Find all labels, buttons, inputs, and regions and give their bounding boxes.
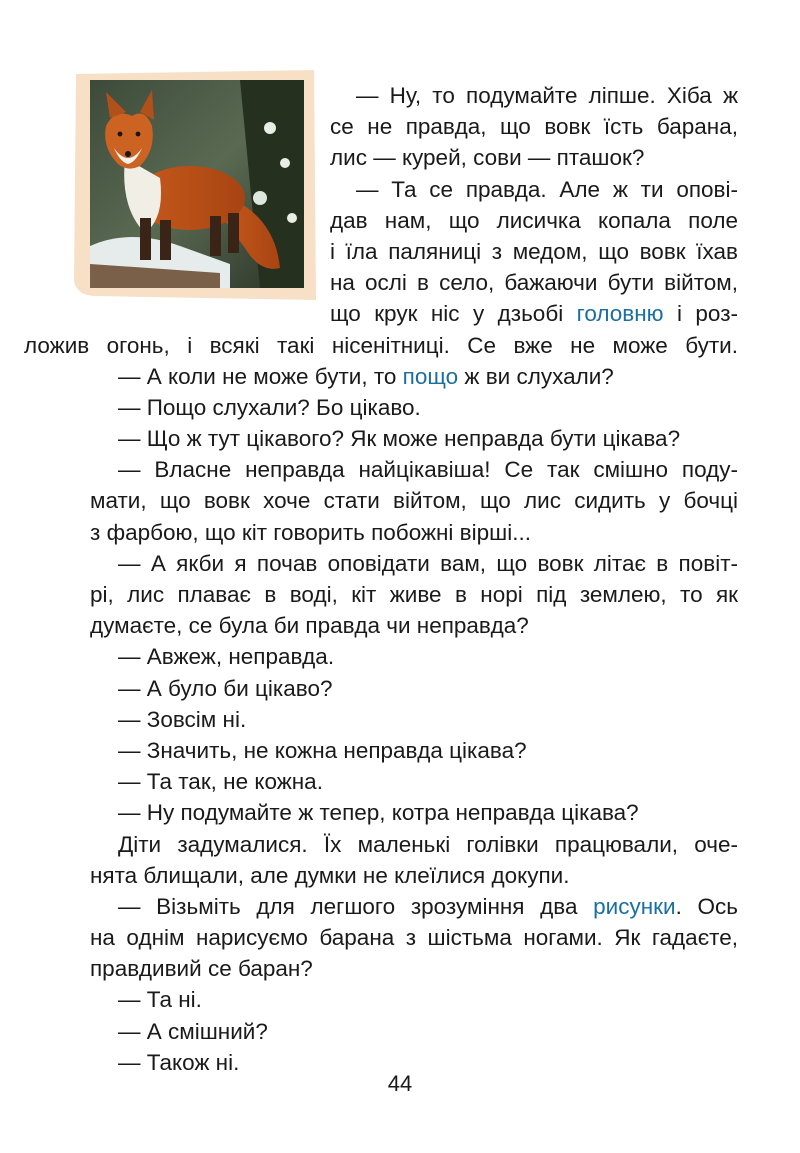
text-line: — Ну, то подумайте ліпше. Хіба ж (356, 83, 738, 108)
text-line: — А коли не може бути, то пощо ж ви слухали? (118, 363, 614, 389)
text-line: — Авжеж, неправда. (118, 644, 335, 670)
story-text (24, 80, 739, 1078)
glossary-link-holovniu[interactable]: головню (576, 301, 664, 327)
text-line: — Та ні. (118, 987, 202, 1013)
text-line: на однім нарисуємо барана з шістьма ногами. Як гадаєте, (90, 925, 738, 951)
text-line: нята блищали, але думки не клеїлися докупи. (90, 862, 570, 888)
text-line: — Власне неправда найцікавіша! Се так смішно поду- (118, 457, 738, 483)
text-line: мати, що вовк хоче стати війтом, що лис сидить у бочці (90, 488, 738, 514)
glossary-link-rysunky[interactable]: рисунки (593, 893, 676, 919)
text-line: ложив огонь, і всякі такі нісенітниці. Се вже не може бути. (24, 332, 738, 358)
text-line: — А якби я почав оповідати вам, що вовк літає в повіт- (118, 550, 738, 576)
text-line: — Ну подумайте ж тепер, котра неправда цікава? (118, 800, 639, 826)
text-line: — Візьміть для легшого зрозуміння два рисунки. Ось (118, 893, 738, 919)
text-line: Діти задумалися. Їх маленькі голівки працювали, оче- (118, 831, 738, 857)
page-number: 44 (387, 1071, 413, 1096)
glossary-link-poshcho[interactable]: пощо (402, 363, 459, 389)
text-line: на ослі в село, бажаючи бути війтом, (330, 270, 738, 296)
text-line: і їла паляниці з медом, що вовк їхав (330, 238, 738, 264)
text-line: — Зовсім ні. (118, 706, 247, 732)
text-line: — А смішний? (118, 1018, 268, 1044)
text-line: — Пощо слухали? Бо цікаво. (118, 394, 421, 420)
text-line: — Також ні. (118, 1049, 240, 1075)
text-line: рі, лис плаває в воді, кіт живе в норі під землею, то як (90, 582, 738, 607)
text-line: думаєте, се була би правда чи неправда? (90, 613, 529, 639)
text-line: — А було би цікаво? (118, 675, 333, 701)
text-line: — Значить, не кожна неправда цікава? (118, 737, 527, 763)
text-line: — Та се правда. Але ж ти опові- (356, 176, 738, 202)
text-line: дав нам, що лисичка копала поле (330, 207, 738, 233)
text-line: се не правда, що вовк їсть барана, (330, 114, 738, 140)
text-line: з фарбою, що кіт говорить побожні вірші... (90, 519, 531, 545)
text-line: — Що ж тут цікавого? Як може неправда бути цікава? (118, 426, 681, 452)
text-line: правдивий се баран? (90, 956, 313, 982)
text-line: — Та так, не кожна. (118, 769, 323, 795)
text-line: що крук ніс у дзьобі головню і роз- (330, 301, 739, 327)
text-line: лис — курей, сови — пташок? (330, 145, 645, 171)
